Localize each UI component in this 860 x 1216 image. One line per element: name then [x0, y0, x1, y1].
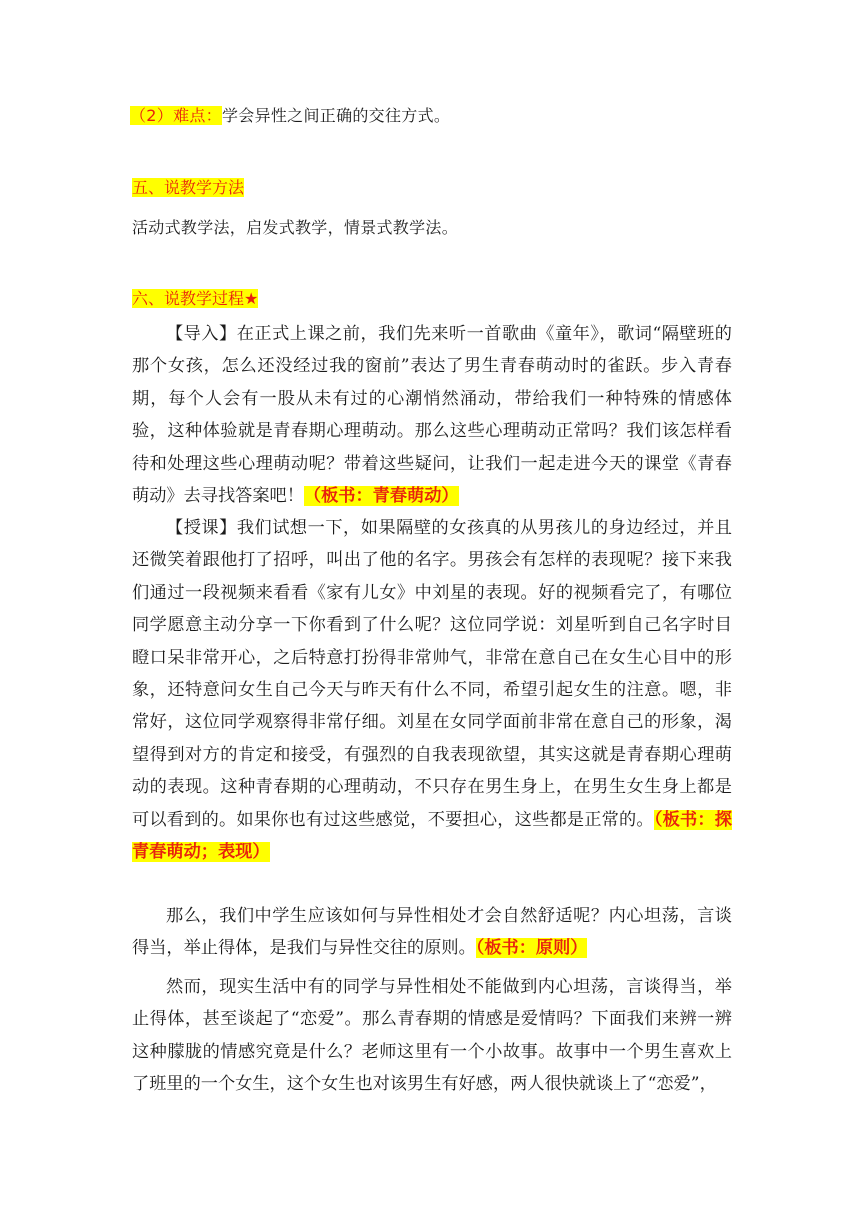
paragraph-love-text: 然而，现实生活中有的同学与异性相处不能做到内心坦荡，言谈得当，举止得体，甚至谈起了“恋爱”。那么青春期的情感是爱情吗？下面我们来辨一辨这种朦胧的情感究竟是什么？老师这里有一个小故事。故事中一个男生喜欢上了班里的一个女生，这个女生也对该男生有好感，两人很快就谈上了“恋爱”，	[132, 977, 732, 1095]
section5-title: 五、说教学方法	[132, 178, 245, 197]
paragraph-principle-text: 那么，我们中学生应该如何与异性相处才会自然舒适呢？内心坦荡，言谈得当，举止得体，是我们与异性交往的原则。	[132, 906, 732, 959]
board-note-lesson: （板书：探青春萌动；表现）	[132, 809, 732, 863]
section5-heading	[132, 176, 244, 200]
section6-heading	[132, 287, 258, 311]
board-note-intro: （板书：青春萌动）	[303, 486, 459, 507]
section6-title: 六、说教学过程★	[132, 289, 259, 308]
section5-body: 活动式教学法，启发式教学，情景式教学法。	[132, 218, 459, 237]
difficulty-label: （2）难点：	[130, 106, 222, 125]
difficulty-line	[130, 104, 450, 128]
paragraph-intro	[132, 318, 732, 512]
paragraph-lesson	[132, 512, 732, 868]
paragraph-love	[132, 971, 732, 1101]
paragraph-principle	[132, 900, 732, 965]
board-note-principle: （板书：原则）	[475, 938, 588, 959]
difficulty-text: 学会异性之间正确的交往方式。	[221, 106, 451, 125]
paragraph-lesson-text: 【授课】我们试想一下，如果隔壁的女孩真的从男孩儿的身边经过，并且还微笑着跟他打了招呼，叫出了他的名字。男孩会有怎样的表现呢？接下来我们通过一段视频来看看《家有儿女》中刘星的表现。好的视频看完了，有哪位同学愿意主动分享一下你看到了什么呢？这位同学说：刘星听到自己名字时目瞪口呆非常开心，之后特意打扮得非常帅气，非常在意自己在女生心目中的形象，还特意问女生自己今天与昨天有什么不同，希望引起女生的注意。嗯，非常好，这位同学观察得非常仔细。刘星在女同学面前非常在意自己的形象，渴望得到对方的肯定和接受，有强烈的自我表现欲望，其实这就是青春期心理萌动的表现。这种青春期的心理萌动，不只存在男生身上，在男生女生身上都是可以看到的。如果你也有过这些感觉，不要担心，这些都是正常的。	[132, 518, 732, 830]
paragraph-intro-text: 【导入】在正式上课之前，我们先来听一首歌曲《童年》，歌词“隔壁班的那个女孩，怎么还没经过我的窗前”表达了男生青春萌动时的雀跃。步入青春期，每个人会有一股从未有过的心潮悄然涌动，带给我们一种特殊的情感体验，这种体验就是青春期心理萌动。那么这些心理萌动正常吗？我们该怎样看待和处理这些心理萌动呢？带着这些疑问，让我们一起走进今天的课堂《青春萌动》去寻找答案吧！	[132, 324, 732, 507]
